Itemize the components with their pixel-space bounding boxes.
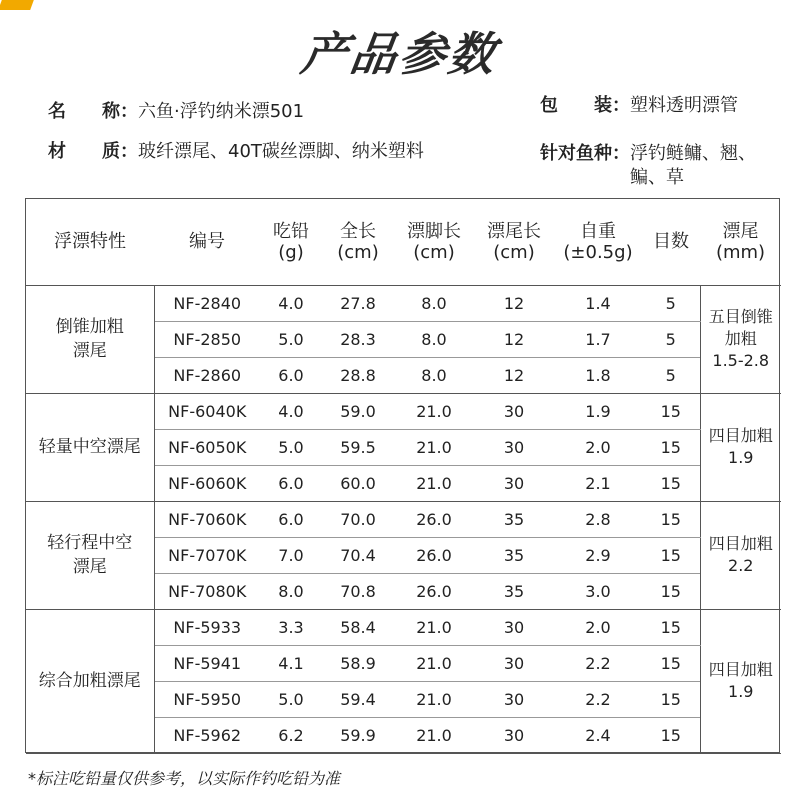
- table-cell: 2.2: [554, 645, 642, 681]
- feature-cell: 轻量中空漂尾: [26, 393, 154, 501]
- table-cell: 28.3: [322, 321, 394, 357]
- tail-spec-cell: 四目加粗 1.9: [700, 393, 781, 501]
- table-cell: 1.7: [554, 321, 642, 357]
- table-cell: 2.4: [554, 717, 642, 753]
- table-cell: 15: [642, 681, 700, 717]
- table-cell: NF-2850: [154, 321, 260, 357]
- table-cell: 30: [474, 393, 554, 429]
- name-label: 名 称：: [48, 101, 138, 122]
- table-cell: 15: [642, 393, 700, 429]
- table-cell: 12: [474, 321, 554, 357]
- header-cell: 漂尾长 (cm): [474, 199, 554, 285]
- table-cell: 26.0: [394, 537, 474, 573]
- table-cell: 6.0: [260, 357, 322, 393]
- table-cell: 6.0: [260, 465, 322, 501]
- table-cell: 60.0: [322, 465, 394, 501]
- table-cell: NF-5941: [154, 645, 260, 681]
- feature-cell: 综合加粗漂尾: [26, 609, 154, 753]
- pack-label: 包 装：: [540, 95, 630, 116]
- pack-value: 塑料透明漂管: [630, 95, 738, 116]
- footnote: *标注吃铅量仅供参考，以实际作钓吃铅为准: [28, 769, 341, 788]
- table-cell: 2.9: [554, 537, 642, 573]
- table-cell: 5.0: [260, 429, 322, 465]
- table-cell: 15: [642, 573, 700, 609]
- table-cell: NF-6060K: [154, 465, 260, 501]
- table-cell: 35: [474, 537, 554, 573]
- table-header-row: [26, 199, 781, 285]
- table-cell: NF-5933: [154, 609, 260, 645]
- table-cell: 1.8: [554, 357, 642, 393]
- table-cell: 59.9: [322, 717, 394, 753]
- table-cell: 58.9: [322, 645, 394, 681]
- table-cell: NF-7060K: [154, 501, 260, 537]
- table-cell: 15: [642, 609, 700, 645]
- table-cell: 2.0: [554, 609, 642, 645]
- table-cell: NF-2860: [154, 357, 260, 393]
- table-cell: 27.8: [322, 285, 394, 321]
- table-body: [26, 285, 781, 753]
- table-cell: 35: [474, 501, 554, 537]
- table-cell: 4.0: [260, 393, 322, 429]
- table-cell: 2.2: [554, 681, 642, 717]
- table-cell: 7.0: [260, 537, 322, 573]
- table-cell: 26.0: [394, 501, 474, 537]
- spec-table: [25, 198, 780, 753]
- table-cell: NF-5962: [154, 717, 260, 753]
- table-cell: 30: [474, 465, 554, 501]
- table-cell: 8.0: [394, 321, 474, 357]
- feature-cell: 倒锥加粗 漂尾: [26, 285, 154, 393]
- table-row: [26, 393, 781, 429]
- table-cell: NF-6040K: [154, 393, 260, 429]
- table-cell: 59.5: [322, 429, 394, 465]
- table-cell: 21.0: [394, 429, 474, 465]
- table-cell: NF-6050K: [154, 429, 260, 465]
- table-cell: 35: [474, 573, 554, 609]
- table-cell: 30: [474, 609, 554, 645]
- table-cell: 30: [474, 645, 554, 681]
- tail-spec-cell: 四目加粗 1.9: [700, 609, 781, 753]
- header-cell: 漂尾 (mm): [700, 199, 781, 285]
- table-cell: 1.4: [554, 285, 642, 321]
- table-cell: 3.0: [554, 573, 642, 609]
- table-cell: 30: [474, 681, 554, 717]
- table-cell: 59.4: [322, 681, 394, 717]
- info-pack: [540, 94, 738, 118]
- header-cell: 全长 (cm): [322, 199, 394, 285]
- header-cell: 漂脚长 (cm): [394, 199, 474, 285]
- table-cell: NF-7080K: [154, 573, 260, 609]
- table-row: [26, 285, 781, 321]
- table-cell: 2.8: [554, 501, 642, 537]
- table-cell: 15: [642, 537, 700, 573]
- table-cell: 6.0: [260, 501, 322, 537]
- table-cell: 70.0: [322, 501, 394, 537]
- table-cell: 8.0: [394, 357, 474, 393]
- table-cell: NF-5950: [154, 681, 260, 717]
- table-cell: 8.0: [260, 573, 322, 609]
- table-cell: 5.0: [260, 321, 322, 357]
- target-value: 浮钓鲢鳙、翘、鳊、草: [630, 143, 756, 188]
- table-cell: 21.0: [394, 717, 474, 753]
- table-cell: 26.0: [394, 573, 474, 609]
- page-title: 产品参数: [297, 27, 502, 81]
- table-cell: 58.4: [322, 609, 394, 645]
- table-cell: 2.0: [554, 429, 642, 465]
- table-cell: 5: [642, 321, 700, 357]
- info-target: [540, 142, 780, 190]
- table-cell: 5: [642, 357, 700, 393]
- table-cell: 21.0: [394, 393, 474, 429]
- table-cell: 21.0: [394, 465, 474, 501]
- table-cell: 30: [474, 717, 554, 753]
- table-cell: NF-7070K: [154, 537, 260, 573]
- table-cell: 59.0: [322, 393, 394, 429]
- table-cell: 70.4: [322, 537, 394, 573]
- header-cell: 编号: [154, 199, 260, 285]
- header-cell: 目数: [642, 199, 700, 285]
- table-cell: 2.1: [554, 465, 642, 501]
- table-cell: 15: [642, 717, 700, 753]
- table-cell: 12: [474, 357, 554, 393]
- info-name: [48, 100, 304, 124]
- table-cell: NF-2840: [154, 285, 260, 321]
- header-cell: 自重 (±0.5g): [554, 199, 642, 285]
- header-cell: 吃铅 (g): [260, 199, 322, 285]
- table-row: [26, 609, 781, 645]
- header-cell: 浮漂特性: [26, 199, 154, 285]
- table-cell: 15: [642, 429, 700, 465]
- tail-spec-cell: 五目倒锥 加粗 1.5-2.8: [700, 285, 781, 393]
- table-cell: 28.8: [322, 357, 394, 393]
- table-cell: 30: [474, 429, 554, 465]
- table-cell: 12: [474, 285, 554, 321]
- table-cell: 15: [642, 501, 700, 537]
- table-cell: 21.0: [394, 645, 474, 681]
- table-cell: 15: [642, 465, 700, 501]
- target-label: 针对鱼种：: [540, 143, 630, 164]
- info-material: [48, 140, 424, 164]
- table-cell: 1.9: [554, 393, 642, 429]
- table-cell: 5: [642, 285, 700, 321]
- corner-accent: [0, 0, 34, 10]
- table-cell: 15: [642, 645, 700, 681]
- name-value: 六鱼·浮钓纳米漂501: [138, 101, 305, 122]
- table-cell: 8.0: [394, 285, 474, 321]
- table-cell: 4.1: [260, 645, 322, 681]
- table-cell: 21.0: [394, 681, 474, 717]
- feature-cell: 轻行程中空 漂尾: [26, 501, 154, 609]
- table-cell: 21.0: [394, 609, 474, 645]
- table-cell: 5.0: [260, 681, 322, 717]
- table-cell: 3.3: [260, 609, 322, 645]
- material-label: 材 质：: [48, 141, 138, 162]
- material-value: 玻纤漂尾、40T碳丝漂脚、纳米塑料: [138, 141, 424, 162]
- table-cell: 4.0: [260, 285, 322, 321]
- table-cell: 6.2: [260, 717, 322, 753]
- table-row: [26, 501, 781, 537]
- tail-spec-cell: 四目加粗 2.2: [700, 501, 781, 609]
- table-cell: 70.8: [322, 573, 394, 609]
